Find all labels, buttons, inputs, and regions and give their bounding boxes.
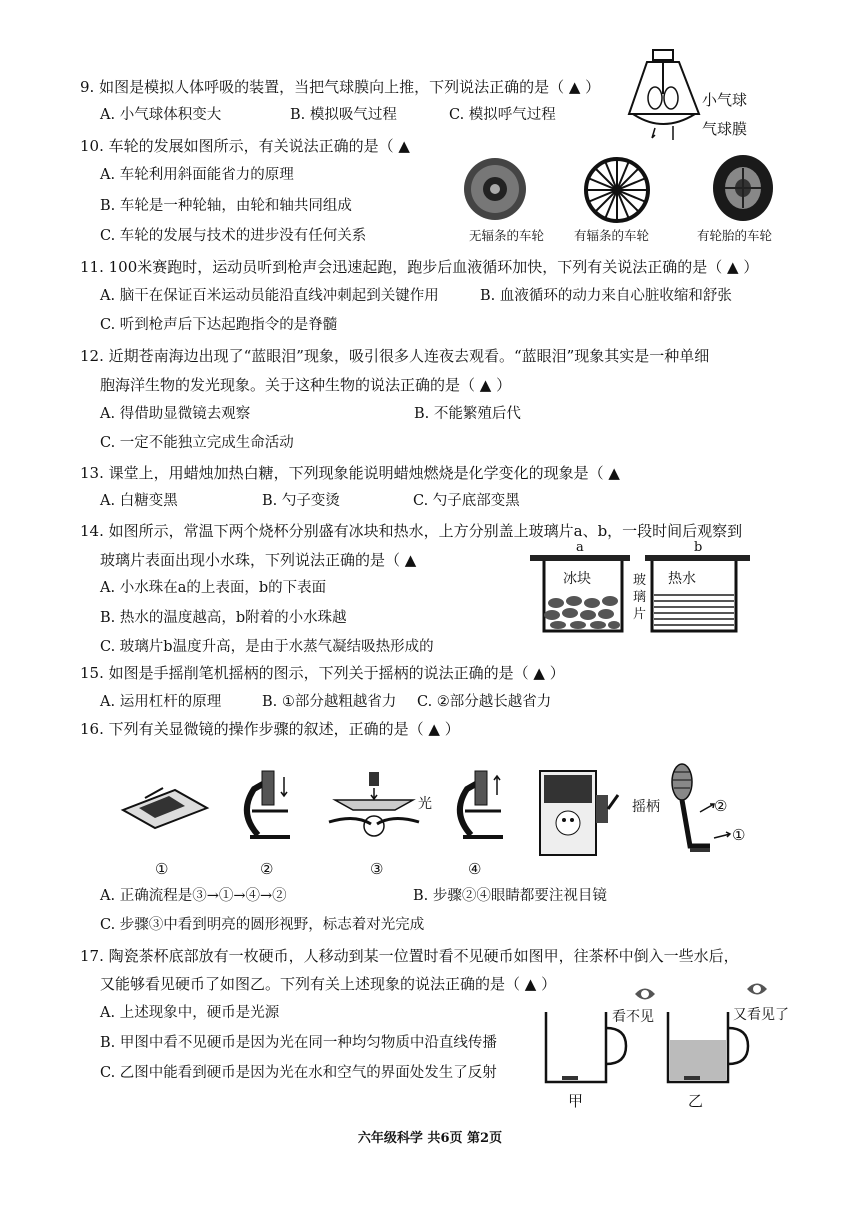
q12-stem-line1: 12. 近期苍南海边出现了“蓝眼泪”现象，吸引很多人连夜去观看。“蓝眼泪”现象其实是一种单细 [80, 347, 710, 365]
label-balloon-membrane: 气球膜 [702, 120, 748, 138]
q16-option-b: B. 步骤②④眼睛都要注视目镜 [413, 888, 607, 904]
caption-tire-wheel: 有轮胎的车轮 [697, 228, 773, 243]
q10-option-b: B. 车轮是一种轮轴，由轮和轴共同组成 [100, 198, 352, 214]
q12-option-b: B. 不能繁殖后代 [414, 406, 521, 422]
q14-option-c: C. 玻璃片b温度升高，是由于水蒸气凝结吸热形成的 [100, 639, 434, 655]
q13-stem: 13. 课堂上，用蜡烛加热白糖，下列现象能说明蜡烛燃烧是化学变化的现象是（ ▲ [80, 464, 620, 482]
microscope-step4-image [445, 765, 515, 845]
tire-wheel-image [711, 154, 775, 222]
label-jia: 甲 [568, 1092, 584, 1110]
label-glass-sheet: 玻璃片 [633, 573, 647, 622]
q10-option-c: C. 车轮的发展与技术的进步没有任何关系 [100, 228, 367, 244]
q9-option-c: C. 模拟呼气过程 [449, 107, 556, 123]
caption-solid-wheel: 无辐条的车轮 [469, 228, 545, 243]
q9-option-a: A. 小气球体积变大 [100, 107, 222, 123]
q13-option-c: C. 勺子底部变黑 [413, 493, 520, 509]
q14-option-b: B. 热水的温度越高，b附着的小水珠越 [100, 610, 347, 626]
pencil-sharpener-image [538, 765, 618, 857]
label-glass-a: a [576, 540, 584, 555]
q15-option-b: B. ①部分越粗越省力 [262, 694, 397, 710]
label-glass-b: b [694, 540, 703, 555]
q17-option-b: B. 甲图中看不见硬币是因为光在同一种均匀物质中沿直线传播 [100, 1035, 497, 1051]
label-part-2: ② [714, 797, 728, 815]
q15-option-a: A. 运用杠杆的原理 [100, 694, 222, 710]
q13-option-a: A. 白糖变黑 [100, 493, 178, 509]
step-2-label: ② [260, 860, 274, 878]
spoked-wheel-image [583, 156, 651, 224]
q14-option-a: A. 小水珠在a的上表面，b的下表面 [100, 580, 327, 596]
eye-icon-jia [633, 983, 657, 1005]
q12-option-c: C. 一定不能独立完成生命活动 [100, 435, 294, 451]
label-cannot-see: 看不见 [612, 1009, 654, 1025]
label-see-again: 又看见了 [733, 1007, 789, 1023]
q12-option-a: A. 得借助显微镜去观察 [100, 406, 251, 422]
microscope-step2-image [232, 765, 302, 845]
q11-option-a: A. 脑干在保证百米运动员能沿直线冲刺起到关键作用 [100, 288, 439, 304]
q16-stem: 16. 下列有关显微镜的操作步骤的叙述，正确的是（ ▲ ） [80, 720, 460, 738]
label-small-balloon: 小气球 [702, 91, 748, 109]
label-yi: 乙 [688, 1092, 704, 1110]
microscope-step3-image [325, 770, 425, 845]
q15-stem: 15. 如图是手摇削笔机摇柄的图示，下列关于摇柄的说法正确的是（ ▲ ） [80, 664, 565, 682]
label-light: 光 [418, 796, 432, 812]
label-part-1: ① [732, 826, 746, 844]
label-ice: 冰块 [563, 571, 591, 587]
q13-option-b: B. 勺子变烫 [262, 493, 340, 509]
q12-stem-line2: 胞海洋生物的发光现象。关于这种生物的说法正确的是（ ▲ ） [100, 376, 512, 394]
q10-option-a: A. 车轮利用斜面能省力的原理 [100, 167, 294, 183]
step-3-label: ③ [370, 860, 384, 878]
q17-option-c: C. 乙图中能看到硬币是因为光在水和空气的界面处发生了反射 [100, 1065, 497, 1081]
q11-option-b: B. 血液循环的动力来自心脏收缩和舒张 [480, 288, 732, 304]
caption-spoked-wheel: 有辐条的车轮 [574, 228, 650, 243]
label-hot-water: 热水 [668, 571, 696, 587]
q9-option-b: B. 模拟吸气过程 [290, 107, 397, 123]
page-footer: 六年级科学 共6页 第2页 [357, 1131, 503, 1146]
q11-stem: 11. 100米赛跑时，运动员听到枪声会迅速起跑，跑步后血液循环加快，下列有关说法正确的是（ ▲ ） [80, 258, 759, 276]
step-1-label: ① [155, 860, 169, 878]
q10-stem: 10. 车轮的发展如图所示，有关说法正确的是（ ▲ [80, 137, 410, 155]
q17-stem-line2: 又能够看见硬币了如图乙。下列有关上述现象的说法正确的是（ ▲ ） [100, 975, 557, 993]
q16-option-a: A. 正确流程是③→①→④→② [100, 888, 287, 904]
q14-stem-line1: 14. 如图所示，常温下两个烧杯分别盛有冰块和热水，上方分别盖上玻璃片a、b，一段时间后观察到 [80, 522, 743, 540]
q9-stem: 9. 如图是模拟人体呼吸的装置，当把气球膜向上推，下列说法正确的是（ ▲ ） [80, 78, 601, 96]
solid-wheel-image [462, 156, 528, 222]
q14-stem-line2: 玻璃片表面出现小水珠，下列说法正确的是（ ▲ [100, 551, 417, 569]
q16-option-c: C. 步骤③中看到明亮的圆形视野，标志着对光完成 [100, 917, 425, 933]
q17-option-a: A. 上述现象中，硬币是光源 [100, 1005, 280, 1021]
q15-option-c: C. ②部分越长越省力 [417, 694, 552, 710]
crank-handle-image [660, 762, 740, 857]
step-4-label: ④ [468, 860, 482, 878]
q11-option-c: C. 听到枪声后下达起跑指令的是脊髓 [100, 317, 338, 333]
eye-icon-yi [745, 978, 769, 1000]
microscope-step1-image [115, 780, 210, 830]
q17-stem-line1: 17. 陶瓷茶杯底部放有一枚硬币，人移动到某一位置时看不见硬币如图甲，往茶杯中倒入一些水后， [80, 947, 739, 965]
label-crank: 摇柄 [632, 799, 660, 815]
